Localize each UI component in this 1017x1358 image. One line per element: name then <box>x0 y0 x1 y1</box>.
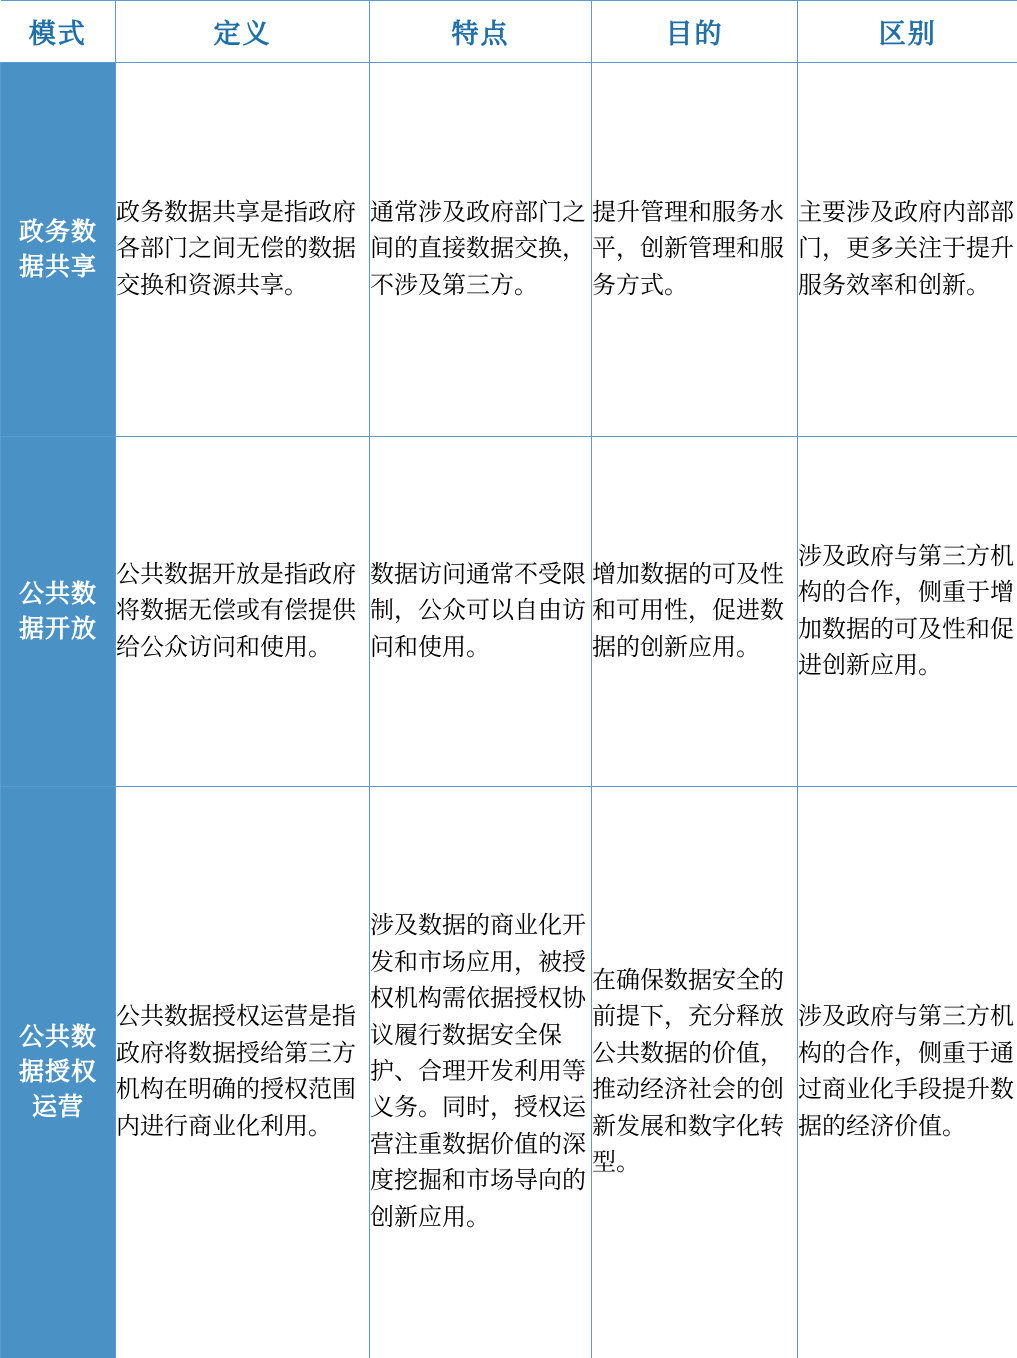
row-mode-text: 公共数据开放 <box>1 577 115 647</box>
cell-feature: 通常涉及政府部门之间的直接数据交换，不涉及第三方。 <box>370 63 592 437</box>
column-header-definition: 定义 <box>116 1 370 63</box>
row-mode-label <box>1 437 116 787</box>
cell-difference: 涉及政府与第三方机构的合作，侧重于增加数据的可及性和促进创新应用。 <box>798 437 1017 787</box>
row-mode-text: 政务数据共享 <box>1 215 115 285</box>
cell-difference: 主要涉及政府内部部门，更多关注于提升服务效率和创新。 <box>798 63 1017 437</box>
column-header-feature: 特点 <box>370 1 592 63</box>
cell-purpose: 增加数据的可及性和可用性，促进数据的创新应用。 <box>592 437 798 787</box>
row-mode-label <box>1 63 116 437</box>
cell-difference: 涉及政府与第三方机构的合作，侧重于通过商业化手段提升数据的经济价值。 <box>798 787 1017 1358</box>
row-mode-label <box>1 787 116 1358</box>
table-row <box>1 63 1017 437</box>
cell-feature: 数据访问通常不受限制，公众可以自由访问和使用。 <box>370 437 592 787</box>
cell-purpose: 在确保数据安全的前提下，充分释放公共数据的价值，推动经济社会的创新发展和数字化转型。 <box>592 787 798 1358</box>
column-header-difference: 区别 <box>798 1 1017 63</box>
table-row <box>1 787 1017 1358</box>
column-header-purpose: 目的 <box>592 1 798 63</box>
cell-definition: 公共数据授权运营是指政府将数据授给第三方机构在明确的授权范围内进行商业化利用。 <box>116 787 370 1358</box>
row-mode-text: 公共数据授权运营 <box>1 1020 115 1125</box>
cell-purpose: 提升管理和服务水平，创新管理和服务方式。 <box>592 63 798 437</box>
cell-definition: 公共数据开放是指政府将数据无偿或有偿提供给公众访问和使用。 <box>116 437 370 787</box>
cell-definition: 政务数据共享是指政府各部门之间无偿的数据交换和资源共享。 <box>116 63 370 437</box>
column-header-mode: 模式 <box>1 1 116 63</box>
table-header-row <box>1 1 1017 63</box>
cell-feature: 涉及数据的商业化开发和市场应用，被授权机构需依据授权协议履行数据安全保护、合理开发利用等义务。同时，授权运营注重数据价值的深度挖掘和市场导向的创新应用。 <box>370 787 592 1358</box>
table-row <box>1 437 1017 787</box>
